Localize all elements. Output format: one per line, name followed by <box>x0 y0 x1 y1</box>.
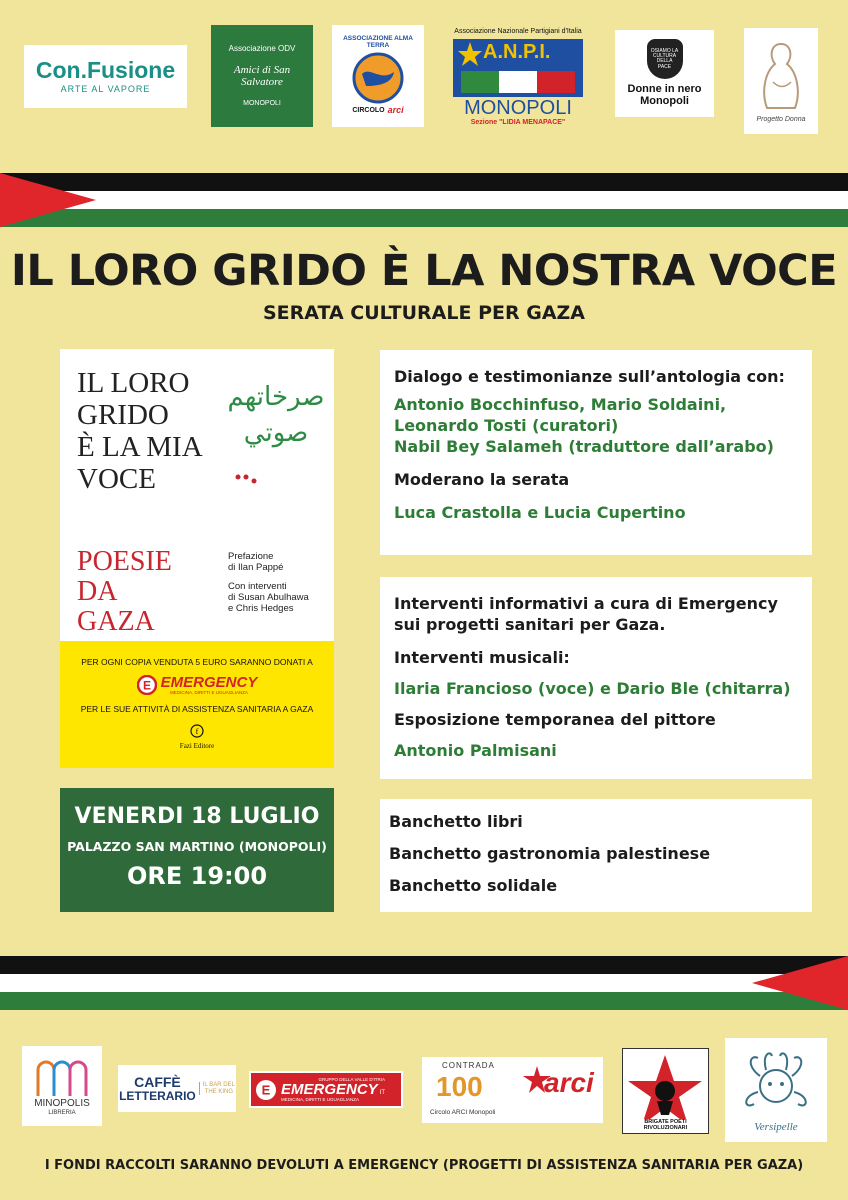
fazi-logo-icon <box>190 724 204 738</box>
svg-text:f: f <box>195 727 199 736</box>
logo-emergency-valle-itria: E GRUPPO DELLA VALLE D'ITRIA EMERGENCY IT MEDICINA, DIRITTI E UGUAGLIANZA <box>249 1071 403 1108</box>
stall-item: Banchetto solidale <box>389 876 558 895</box>
anpi-city: MONOPOLI <box>464 97 572 119</box>
poesie-line: GAZA <box>77 606 155 637</box>
logo-donne-in-nero <box>615 30 714 117</box>
logo-versipelle <box>725 1038 827 1142</box>
woman-figure-icon <box>755 38 807 116</box>
event-date: VENERDI 18 LUGLIO <box>74 804 320 829</box>
minopolis-name: MINOPOLIS <box>34 1098 90 1110</box>
expo-name: Antonio Palmisani <box>394 741 557 760</box>
contrib-line: e Chris Hedges <box>228 603 294 614</box>
emergency-e-icon <box>255 1079 277 1101</box>
almaterra-arci: arci <box>387 105 404 116</box>
logo-progetto-donna <box>744 28 818 134</box>
confusione-name: Con.Fusione <box>35 57 176 84</box>
logo-anpi <box>442 28 594 132</box>
footer-note: I FONDI RACCOLTI SARANNO DEVOLUTI A EMERGENCY (PROGETTI DI ASSISTENZA SANITARIA PER GAZA) <box>44 1158 804 1173</box>
calligraphy-dots-icon <box>232 467 262 487</box>
preface-line: Prefazione <box>228 551 274 562</box>
flag-triangle <box>0 173 100 227</box>
dialogue-intro: Dialogo e testimonianze sull’antologia con: <box>394 367 785 386</box>
donne-name: Donne in nero Monopoli <box>627 83 702 107</box>
anpi-top: Associazione Nazionale Partigiani d'Italia <box>454 28 582 35</box>
caffe-line: LETTERARIO <box>119 1088 196 1103</box>
moderators-label: Moderano la serata <box>394 470 570 489</box>
stall-item: Banchetto gastronomia palestinese <box>389 844 711 863</box>
publisher: Fazi Editore <box>179 742 215 750</box>
book-title-line: VOCE <box>77 463 156 495</box>
emergency-intervention: Interventi informativi a cura di Emergency <box>394 594 778 613</box>
contrada-top: CONTRADA <box>442 1061 495 1070</box>
logo-caffe-letterario: CAFFÈ LETTERARIO IL BAR DEL THE KING <box>118 1065 236 1112</box>
caffe-line: CAFFÈ <box>134 1073 181 1090</box>
logo-alma-terra <box>332 25 424 127</box>
book-title-line: IL LORO <box>77 367 190 399</box>
dialogue-names: Nabil Bey Salameh (traduttore dall’arabo) <box>394 437 774 456</box>
emergency-name-book: EMERGENCY <box>160 674 258 691</box>
logo-amici-san-salvatore <box>211 25 313 127</box>
book-title-line: GRIDO <box>77 399 169 431</box>
emergency-intervention: sui progetti sanitari per Gaza. <box>394 615 666 634</box>
panel-stalls <box>380 799 812 912</box>
emergency-sub-book: MEDICINA, DIRITTI E UGUAGLIANZA <box>169 690 248 695</box>
progetto-donna-label: Progetto Donna <box>756 116 806 124</box>
confusione-tag: ARTE AL VAPORE <box>60 84 151 95</box>
arabic-calligraphy: صرخاتهم صوتي <box>227 382 325 448</box>
event-time: ORE 19:00 <box>126 862 268 890</box>
event-info-box <box>60 788 334 912</box>
logo-confusione <box>24 45 187 108</box>
preface-line: di Ilan Pappé <box>228 562 284 573</box>
flag-triangle <box>748 956 848 1010</box>
panel-dialogue <box>380 350 812 555</box>
amici-city: MONOPOLI <box>243 100 281 108</box>
contrada-num: 100 <box>436 1071 483 1102</box>
logo-contrada-arci <box>422 1057 603 1123</box>
contrib-line: di Susan Abulhawa <box>228 592 309 603</box>
emergency-name-footer: EMERGENCY <box>281 1081 378 1098</box>
poesie-line: POESIE <box>77 546 172 577</box>
donne-badge: OSIAMO LA CULTURA DELLA PACE <box>647 39 683 79</box>
palestine-flag-top <box>0 173 848 227</box>
star-icon <box>457 41 483 67</box>
book-title-line: È LA MIA <box>77 431 203 463</box>
donation-top: PER OGNI COPIA VENDUTA 5 EURO SARANNO DONATI A <box>81 657 313 667</box>
globe-icon <box>352 52 404 104</box>
minopolis-sub: LIBRERIA <box>48 1109 76 1116</box>
event-place: PALAZZO SAN MARTINO (MONOPOLI) <box>67 839 327 854</box>
anpi-tricolore <box>461 71 575 93</box>
amici-main: Amici di San Salvatore <box>233 63 291 88</box>
minopolis-arches-icon <box>34 1056 90 1096</box>
logo-minopolis <box>22 1046 102 1126</box>
contrada-bottom: Circolo ARCI Monopoli <box>430 1109 496 1116</box>
logo-brigate-poeti <box>622 1048 709 1134</box>
contrib-line: Con interventi <box>228 581 287 592</box>
page-title: IL LORO GRIDO È LA NOSTRA VOCE <box>10 246 838 296</box>
palestine-flag-bottom <box>0 956 848 1010</box>
svg-text:E: E <box>142 678 151 693</box>
almaterra-circolo: CIRCOLO <box>352 107 385 115</box>
dialogue-names: Leonardo Tosti (curatori) <box>394 416 619 435</box>
page-subtitle: SERATA CULTURALE PER GAZA <box>262 302 586 324</box>
music-label: Interventi musicali: <box>394 648 570 667</box>
donation-bottom: PER LE SUE ATTIVITÀ DI ASSISTENZA SANITARIA A GAZA <box>80 704 314 714</box>
anpi-section: Sezione "LIDIA MENAPACE" <box>470 119 566 126</box>
music-names: Ilaria Francioso (voce) e Dario Ble (chitarra) <box>394 679 791 698</box>
dialogue-names: Antonio Bocchinfuso, Mario Soldaini, <box>394 395 727 414</box>
almaterra-name: ASSOCIAZIONE ALMA TERRA <box>343 35 413 50</box>
emergency-logo-book <box>60 675 334 695</box>
poesie-line: DA <box>77 576 118 607</box>
svg-text:E: E <box>261 1082 271 1097</box>
emergency-e-icon <box>137 675 157 695</box>
brigate-name: BRIGATE POETI RIVOLUZIONARI <box>623 1119 708 1131</box>
anpi-flag <box>453 39 583 97</box>
stall-item: Banchetto libri <box>389 812 523 831</box>
versipelle-name: Versipelle <box>754 1121 798 1134</box>
book-cover <box>60 349 334 768</box>
medusa-icon <box>736 1046 816 1122</box>
moderators-names: Luca Crastolla e Lucia Cupertino <box>394 503 686 522</box>
anpi-name: A.N.P.I. <box>483 41 551 63</box>
amici-top: Associazione ODV <box>228 43 296 53</box>
book-band <box>60 641 334 768</box>
panel-interventions <box>380 577 812 779</box>
expo-label: Esposizione temporanea del pittore <box>394 710 716 729</box>
arci-name: arci <box>544 1067 594 1098</box>
